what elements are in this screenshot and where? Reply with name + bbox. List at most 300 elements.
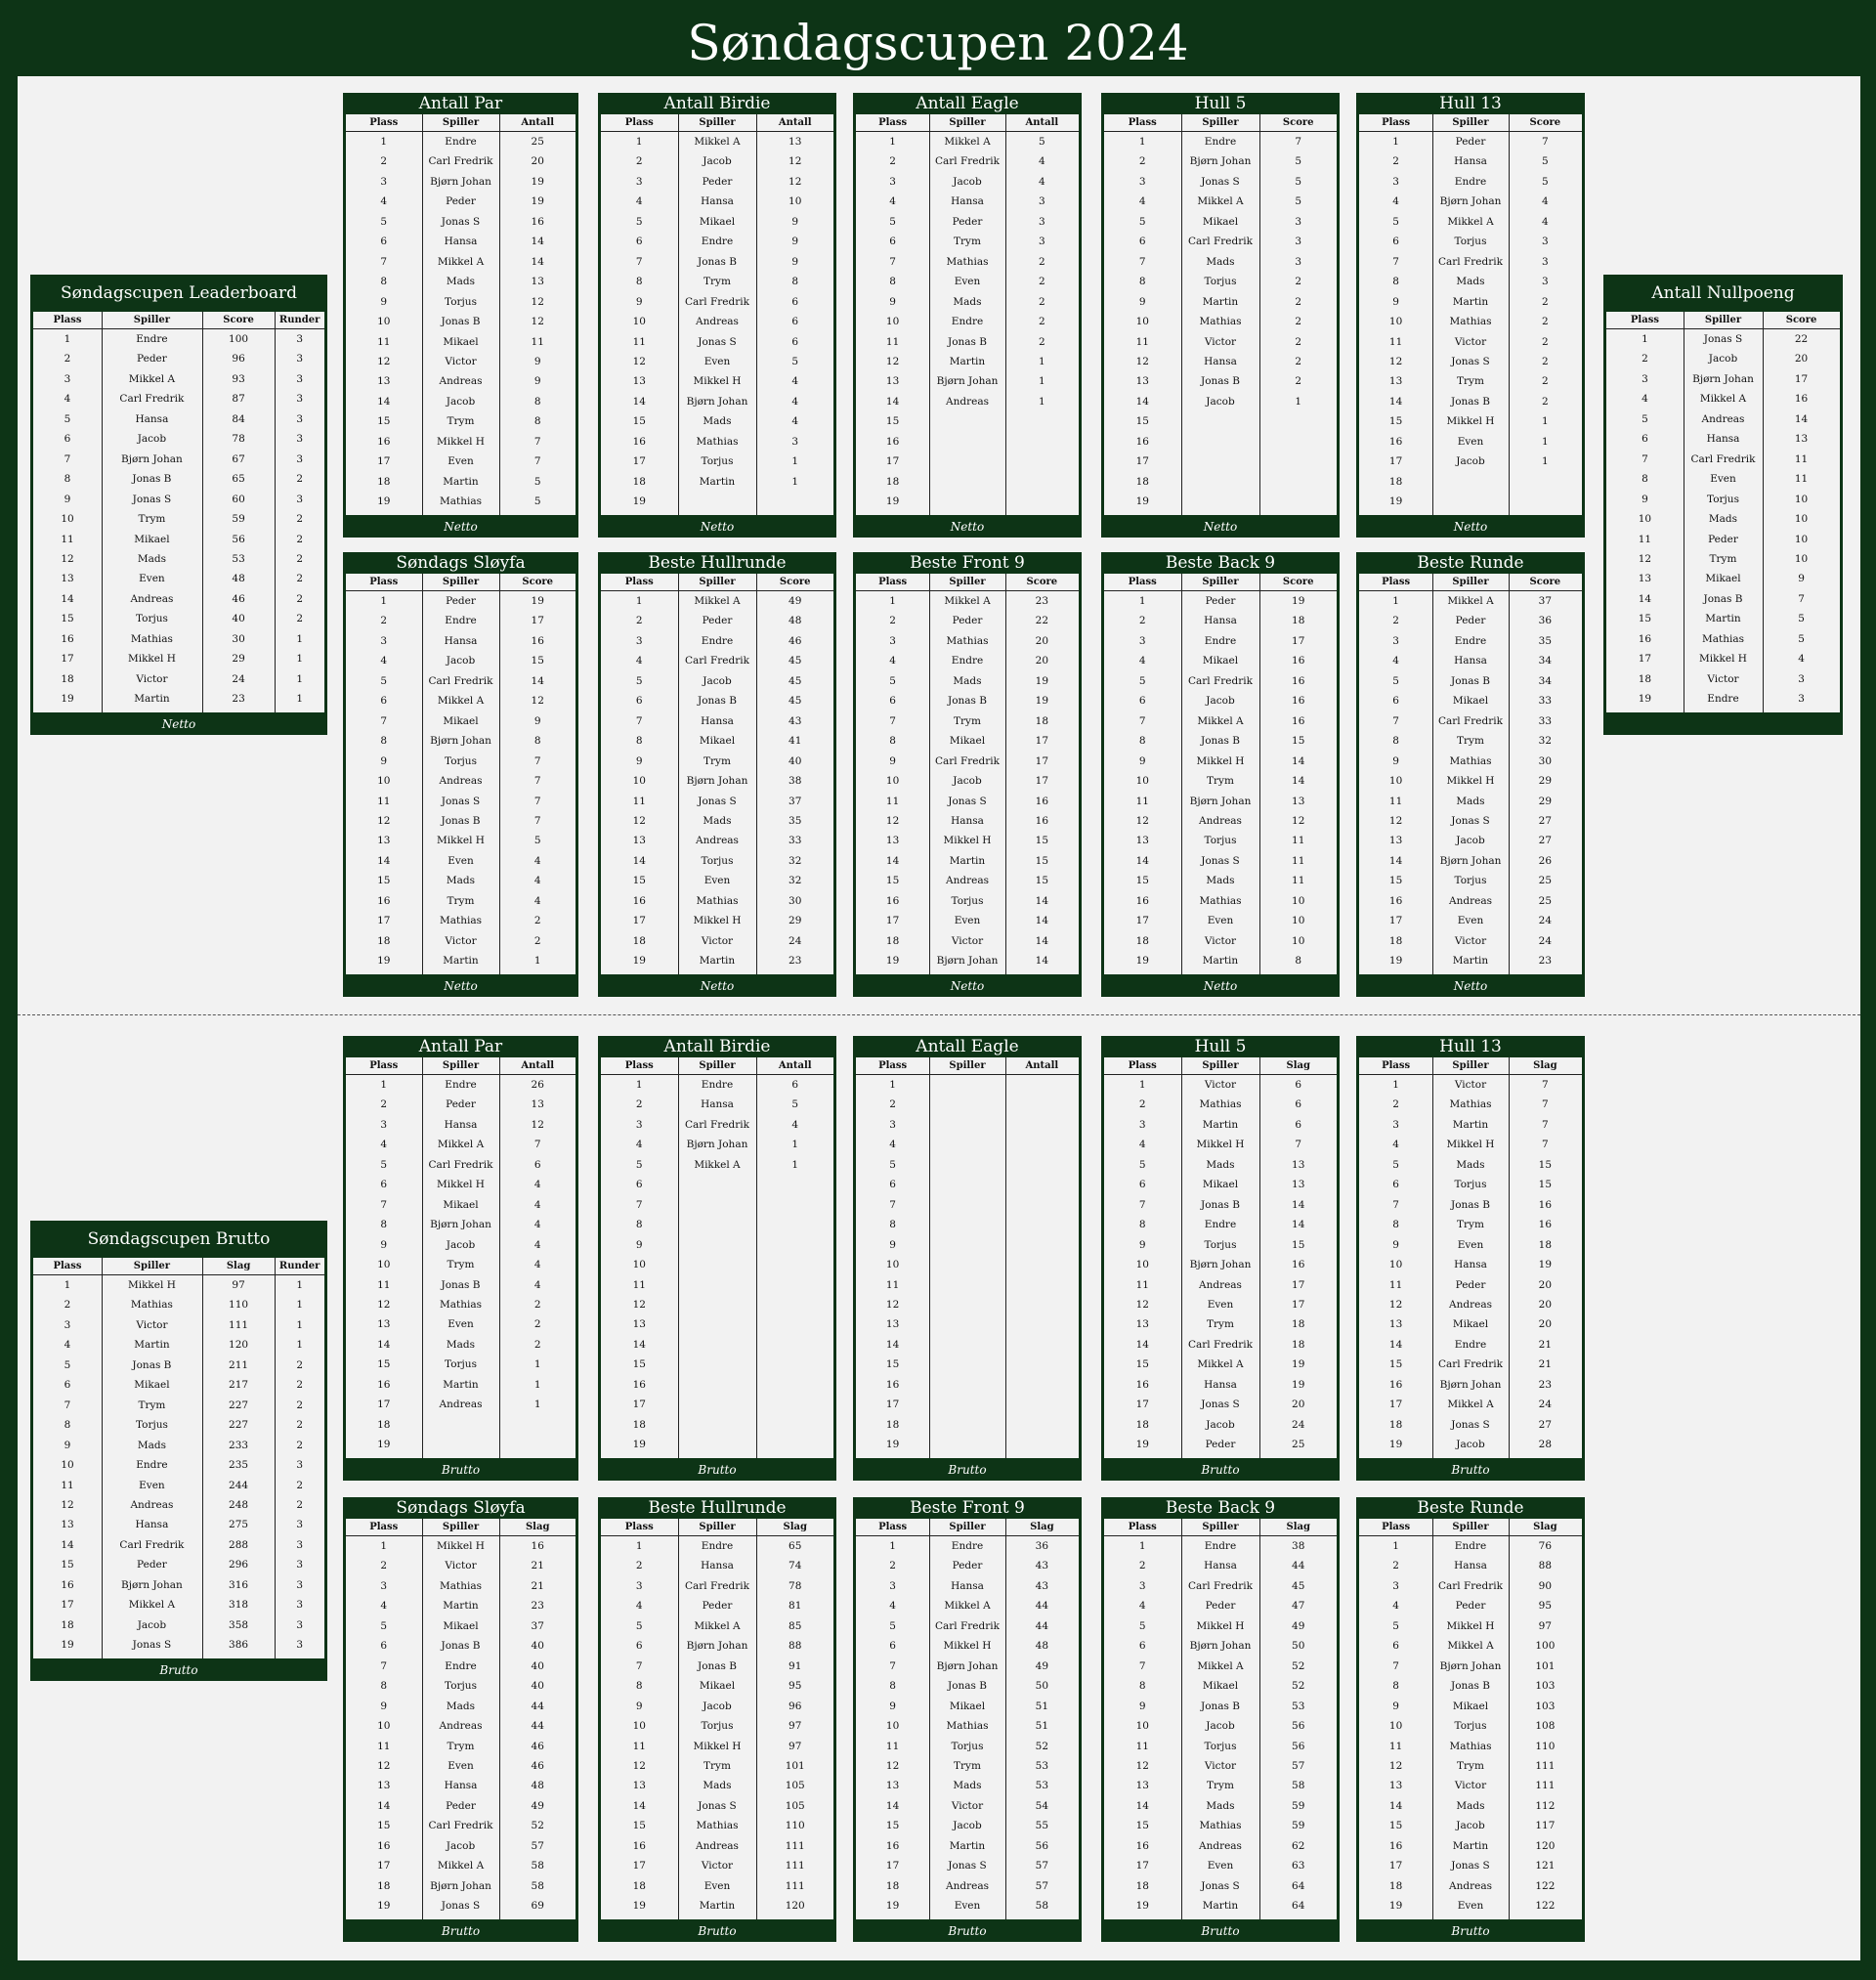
column-header: Plass xyxy=(878,1522,908,1532)
plass-cell: 8 xyxy=(380,735,388,748)
table-row xyxy=(601,1135,833,1154)
score-cell: 23 xyxy=(232,693,245,706)
table-row xyxy=(1104,1435,1337,1454)
table-brutto-birdie xyxy=(598,1036,836,1481)
plass-cell: 11 xyxy=(61,1479,74,1491)
plass-cell: 16 xyxy=(1388,1378,1403,1391)
plass-cell: 4 xyxy=(1392,195,1399,208)
spiller-cell: Mathias xyxy=(1449,754,1492,767)
table-row xyxy=(601,1657,833,1676)
score-cell: 9 xyxy=(533,375,541,388)
table-brutto-hullrunde xyxy=(598,1497,836,1942)
spiller-cell xyxy=(678,1235,757,1255)
table-row xyxy=(1104,1896,1337,1915)
table-row xyxy=(1359,1155,1582,1175)
table-row xyxy=(346,272,576,291)
score-cell: 100 xyxy=(1535,1640,1556,1653)
column-header: Antall xyxy=(778,117,812,128)
spiller-cell xyxy=(422,1415,500,1435)
table-row xyxy=(601,272,833,291)
table-row xyxy=(1359,352,1582,371)
score-cell: 57 xyxy=(531,1839,544,1852)
table-row xyxy=(601,631,833,651)
spiller-cell: Mikkel A xyxy=(437,1860,485,1872)
score-cell: 15 xyxy=(1538,1158,1553,1171)
score-cell: 37 xyxy=(789,795,802,807)
plass-cell: 6 xyxy=(64,1379,71,1392)
plass-cell: 4 xyxy=(1392,655,1399,667)
table-row xyxy=(601,252,833,272)
score-cell: 2 xyxy=(1039,316,1045,328)
score-cell: 1 xyxy=(791,455,799,468)
spiller-cell: Hansa xyxy=(1454,1560,1487,1572)
column-header: Spiller xyxy=(442,1522,480,1532)
spiller-cell: Peder xyxy=(952,215,983,228)
column-header: Spiller xyxy=(1452,577,1489,587)
score-cell: 5 xyxy=(1039,136,1045,148)
table-row xyxy=(1104,352,1337,371)
spiller-cell: Bjørn Johan xyxy=(936,955,999,968)
spiller-cell: Peder xyxy=(446,1799,476,1812)
plass-cell: 18 xyxy=(1638,672,1652,685)
spiller-cell: Mathias xyxy=(1199,1098,1242,1111)
plass-cell: 12 xyxy=(885,814,900,827)
score-cell: 60 xyxy=(232,493,245,505)
score-cell: 108 xyxy=(1535,1720,1556,1733)
spiller-cell: Jonas S xyxy=(1703,333,1743,345)
table-header xyxy=(1104,574,1337,591)
table-row xyxy=(856,1415,1079,1435)
score-cell: 21 xyxy=(1538,1338,1553,1351)
table-row xyxy=(1606,649,1840,668)
plass-cell: 15 xyxy=(1388,415,1403,428)
spiller-cell: Bjørn Johan xyxy=(430,1879,491,1892)
table-row xyxy=(601,452,833,471)
score-cell: 15 xyxy=(1035,875,1049,887)
score-cell: 90 xyxy=(1538,1579,1553,1592)
spiller-cell: Mads xyxy=(446,1338,476,1351)
table-row xyxy=(33,389,324,409)
table-row xyxy=(1359,1896,1582,1915)
score-cell: 40 xyxy=(531,1680,544,1693)
table-row xyxy=(33,1615,324,1635)
table-row xyxy=(601,371,833,391)
score-cell: 67 xyxy=(232,452,245,465)
table-row xyxy=(856,691,1079,710)
score-cell: 4 xyxy=(1039,155,1045,168)
plass-cell: 16 xyxy=(377,435,391,448)
plass-cell: 9 xyxy=(380,754,388,767)
score-cell: 6 xyxy=(533,1158,541,1171)
plass-cell: 9 xyxy=(1138,295,1146,308)
plass-cell: 6 xyxy=(1138,1179,1146,1191)
plass-cell: 4 xyxy=(1392,1139,1399,1151)
table-row xyxy=(346,1556,576,1575)
score-cell: 2 xyxy=(533,915,541,927)
spiller-cell: Mikael xyxy=(134,533,170,545)
table-row xyxy=(1104,1135,1337,1154)
column-header: Spiller xyxy=(699,577,736,587)
score-cell: 2 xyxy=(533,934,541,947)
score-cell: 5 xyxy=(1542,175,1549,188)
plass-cell: 2 xyxy=(635,1560,643,1572)
table-row xyxy=(1359,1796,1582,1816)
spiller-cell xyxy=(929,1395,1005,1414)
plass-cell: 18 xyxy=(377,475,391,488)
score-cell: 9 xyxy=(791,236,799,248)
spiller-cell: Bjørn Johan xyxy=(1439,854,1502,867)
plass-cell: 18 xyxy=(632,1418,646,1431)
table-title: Antall Eagle xyxy=(916,94,1019,113)
table-header xyxy=(33,312,324,329)
table-row xyxy=(1359,1697,1582,1716)
spiller-cell: Andreas xyxy=(130,1498,174,1511)
score-cell: 44 xyxy=(531,1700,544,1712)
table-header xyxy=(33,1258,324,1275)
score-cell: 53 xyxy=(1292,1700,1305,1712)
table-row xyxy=(1104,1415,1337,1435)
table-body xyxy=(856,1057,1079,1458)
plass-cell: 1 xyxy=(64,333,71,345)
score-cell: 21 xyxy=(531,1560,544,1572)
plass-cell: 1 xyxy=(1392,136,1399,148)
spiller-cell: Mikkel A xyxy=(1197,1358,1244,1371)
table-row xyxy=(856,1314,1079,1334)
plass-cell: 19 xyxy=(1638,693,1652,706)
spiller-cell: Mads xyxy=(1206,1158,1235,1171)
plass-cell: 16 xyxy=(632,1839,646,1852)
runder-cell: 3 xyxy=(296,353,303,366)
plass-cell: 8 xyxy=(380,1680,388,1693)
plass-cell: 9 xyxy=(889,295,896,308)
table-row xyxy=(856,411,1079,431)
spiller-cell: Mikael xyxy=(443,1198,479,1211)
score-cell: 88 xyxy=(789,1640,802,1653)
table-row xyxy=(1359,1737,1582,1756)
score-cell xyxy=(1005,1115,1079,1135)
spiller-cell: Carl Fredrik xyxy=(1690,452,1756,465)
spiller-cell: Trym xyxy=(704,1759,731,1772)
plass-cell: 13 xyxy=(1388,1780,1403,1792)
table-header xyxy=(1104,1519,1337,1536)
score-cell: 11 xyxy=(1794,473,1809,486)
plass-cell: 19 xyxy=(1135,955,1149,968)
score-cell: 30 xyxy=(789,894,802,907)
spiller-cell: Bjørn Johan xyxy=(1189,155,1252,168)
table-row xyxy=(1606,369,1840,389)
spiller-cell: Jonas S xyxy=(1201,175,1240,188)
table-row xyxy=(1359,811,1582,831)
plass-cell: 6 xyxy=(64,433,71,446)
plass-cell: 10 xyxy=(377,316,391,328)
spiller-cell: Peder xyxy=(1455,1600,1486,1613)
score-cell: 122 xyxy=(1535,1900,1556,1913)
score-cell: 13 xyxy=(531,1098,544,1111)
table-row xyxy=(601,1556,833,1575)
table-row xyxy=(1359,1355,1582,1374)
table-row xyxy=(1359,1295,1582,1314)
table-row xyxy=(1359,432,1582,452)
plass-cell: 18 xyxy=(61,1618,74,1631)
table-row xyxy=(346,1636,576,1656)
plass-cell: 7 xyxy=(1642,452,1648,465)
plass-cell: 16 xyxy=(61,632,74,645)
plass-cell: 3 xyxy=(380,175,388,188)
spiller-cell: Trym xyxy=(1457,1219,1484,1231)
score-cell: 3 xyxy=(791,435,799,448)
table-row xyxy=(1104,591,1337,611)
plass-cell: 18 xyxy=(632,1879,646,1892)
score-cell: 7 xyxy=(533,455,541,468)
column-header: Spiller xyxy=(442,117,480,128)
spiller-cell: Jonas B xyxy=(1450,1680,1490,1693)
table-row xyxy=(346,1576,576,1596)
spiller-cell: Peder xyxy=(1455,1278,1486,1291)
table-row xyxy=(856,1636,1079,1656)
spiller-cell: Torjus xyxy=(1454,236,1487,248)
table-row xyxy=(856,891,1079,911)
table-row xyxy=(1359,891,1582,911)
table-row xyxy=(856,651,1079,670)
table-row xyxy=(346,1255,576,1274)
spiller-cell: Andreas xyxy=(439,375,483,388)
spiller-cell: Mikkel H xyxy=(437,435,485,448)
score-cell: 244 xyxy=(229,1479,249,1491)
score-cell: 120 xyxy=(785,1900,805,1913)
spiller-cell: Jonas B xyxy=(1450,1198,1490,1211)
plass-cell: 3 xyxy=(1392,1118,1399,1131)
table-row xyxy=(1359,1415,1582,1435)
plass-cell: 11 xyxy=(1388,1740,1403,1752)
spiller-cell xyxy=(929,1314,1005,1334)
table-row xyxy=(346,1135,576,1154)
spiller-cell: Jonas B xyxy=(1200,1700,1240,1712)
plass-cell: 14 xyxy=(885,395,900,408)
plass-cell: 17 xyxy=(632,1860,646,1872)
spiller-cell: Trym xyxy=(138,513,166,526)
score-cell: 101 xyxy=(1535,1659,1556,1672)
score-cell: 111 xyxy=(785,1860,805,1872)
spiller-cell: Jonas S xyxy=(698,335,737,348)
spiller-cell: Mikkel H xyxy=(437,835,485,847)
plass-cell: 9 xyxy=(1392,1700,1399,1712)
column-header: Antall xyxy=(1025,117,1059,128)
score-cell: 111 xyxy=(785,1879,805,1892)
spiller-cell: Endre xyxy=(701,236,734,248)
column-header: Spiller xyxy=(1202,577,1239,587)
plass-cell: 13 xyxy=(632,1318,646,1331)
score-cell: 11 xyxy=(1292,835,1305,847)
spiller-cell: Jacob xyxy=(953,1820,982,1832)
spiller-cell: Bjørn Johan xyxy=(430,1219,491,1231)
table-row xyxy=(33,509,324,529)
runder-cell: 3 xyxy=(296,333,303,345)
table-row xyxy=(1104,392,1337,411)
spiller-cell xyxy=(678,1275,757,1295)
spiller-cell: Mathias xyxy=(439,1298,482,1311)
score-cell xyxy=(756,1415,833,1435)
plass-cell: 12 xyxy=(61,552,74,565)
spiller-cell: Even xyxy=(954,915,981,927)
spiller-cell: Martin xyxy=(1705,613,1741,625)
table-footer: Brutto xyxy=(698,1462,737,1477)
spiller-cell: Jacob xyxy=(137,433,167,446)
spiller-cell: Even xyxy=(704,355,731,367)
score-cell: 4 xyxy=(791,395,799,408)
plass-cell: 17 xyxy=(377,1860,391,1872)
plass-cell: 15 xyxy=(632,415,646,428)
score-cell: 13 xyxy=(1292,1179,1305,1191)
score-cell: 53 xyxy=(1035,1759,1049,1772)
table-row xyxy=(346,951,576,970)
score-cell: 85 xyxy=(789,1619,802,1632)
plass-cell: 11 xyxy=(1135,795,1149,807)
plass-cell: 1 xyxy=(64,1279,71,1291)
table-row xyxy=(856,1856,1079,1875)
plass-cell: 15 xyxy=(885,1358,900,1371)
score-cell: 1 xyxy=(533,955,541,968)
score-cell: 296 xyxy=(229,1559,249,1571)
runder-cell: 2 xyxy=(296,1498,303,1511)
score-cell: 7 xyxy=(533,1139,541,1151)
score-cell: 40 xyxy=(789,754,802,767)
plass-cell: 8 xyxy=(635,735,643,748)
score-cell: 24 xyxy=(1538,1399,1553,1411)
spiller-cell: Carl Fredrik xyxy=(119,1538,185,1551)
table-footer: Brutto xyxy=(159,1662,198,1677)
plass-cell: 10 xyxy=(632,1720,646,1733)
plass-cell: 18 xyxy=(632,475,646,488)
plass-cell: 2 xyxy=(889,1560,896,1572)
score-cell: 78 xyxy=(232,433,245,446)
spiller-cell: Peder xyxy=(446,1098,476,1111)
table-row xyxy=(601,1175,833,1194)
column-header: Plass xyxy=(1382,1522,1411,1532)
table-row xyxy=(346,192,576,211)
spiller-cell: Jonas S xyxy=(948,1860,987,1872)
plass-cell: 1 xyxy=(889,1079,896,1091)
score-cell: 1 xyxy=(791,1139,799,1151)
score-cell xyxy=(756,1215,833,1234)
table-row xyxy=(601,1697,833,1716)
table-row xyxy=(856,1576,1079,1596)
spiller-cell: Andreas xyxy=(946,1879,989,1892)
score-cell: 40 xyxy=(531,1640,544,1653)
spiller-cell: Endre xyxy=(1454,175,1487,188)
plass-cell: 9 xyxy=(64,493,71,505)
spiller-cell: Mads xyxy=(1708,513,1738,526)
table-brutto-back9 xyxy=(1101,1497,1340,1942)
score-cell: 56 xyxy=(1292,1740,1305,1752)
plass-cell: 11 xyxy=(377,1740,391,1752)
table-row xyxy=(33,1515,324,1534)
score-cell xyxy=(1259,432,1337,452)
plass-cell: 5 xyxy=(380,1158,388,1171)
table-row xyxy=(601,1636,833,1656)
table-leaderboard xyxy=(30,275,327,735)
table-row xyxy=(33,589,324,609)
spiller-cell: Torjus xyxy=(1454,875,1487,887)
table-row xyxy=(346,671,576,691)
table-row xyxy=(1606,689,1840,709)
spiller-cell: Carl Fredrik xyxy=(119,393,185,406)
plass-cell: 1 xyxy=(635,1079,643,1091)
plass-cell: 6 xyxy=(380,236,388,248)
table-row xyxy=(346,1896,576,1915)
score-cell: 32 xyxy=(789,854,802,867)
plass-cell: 11 xyxy=(377,795,391,807)
plass-cell: 10 xyxy=(885,1720,900,1733)
score-cell: 8 xyxy=(533,415,541,428)
plass-cell: 7 xyxy=(380,1659,388,1672)
table-footer: Netto xyxy=(444,978,478,993)
table-row xyxy=(1104,1195,1337,1215)
plass-cell: 14 xyxy=(61,1538,74,1551)
table-row xyxy=(1359,911,1582,930)
table-row xyxy=(856,1235,1079,1255)
score-cell xyxy=(756,1255,833,1274)
table-title: Beste Front 9 xyxy=(910,1498,1025,1518)
plass-cell: 16 xyxy=(1388,435,1403,448)
plass-cell: 16 xyxy=(1135,894,1149,907)
plass-cell: 4 xyxy=(1138,1600,1146,1613)
spiller-cell: Torjus xyxy=(701,854,734,867)
plass-cell: 12 xyxy=(885,1298,900,1311)
score-cell: 105 xyxy=(785,1780,805,1792)
spiller-cell: Carl Fredrik xyxy=(1437,255,1503,268)
spiller-cell xyxy=(929,1235,1005,1255)
table-row xyxy=(1359,1235,1582,1255)
table-row xyxy=(1104,631,1337,651)
column-header: Spiller xyxy=(1202,1522,1239,1532)
score-cell: 45 xyxy=(789,674,802,687)
score-cell: 32 xyxy=(789,875,802,887)
spiller-cell: Carl Fredrik xyxy=(934,754,1000,767)
plass-cell: 3 xyxy=(889,1579,896,1592)
table-row xyxy=(856,771,1079,791)
table-brutto-eagle xyxy=(853,1036,1082,1481)
score-cell xyxy=(1259,411,1337,431)
score-cell: 7 xyxy=(1542,136,1549,148)
score-cell xyxy=(756,1375,833,1395)
table-row xyxy=(1359,1716,1582,1736)
plass-cell: 17 xyxy=(1135,455,1149,468)
table-row xyxy=(33,490,324,509)
plass-cell: 5 xyxy=(1642,412,1648,425)
plass-cell: 7 xyxy=(889,255,896,268)
spiller-cell: Jonas S xyxy=(441,1900,481,1913)
score-cell: 16 xyxy=(1794,393,1809,406)
plass-cell: 7 xyxy=(64,1399,71,1411)
plass-cell: 10 xyxy=(885,316,900,328)
plass-cell: 9 xyxy=(635,295,643,308)
table-row xyxy=(1104,752,1337,771)
score-cell xyxy=(1509,472,1582,492)
spiller-cell xyxy=(929,1435,1005,1454)
score-cell: 24 xyxy=(232,672,245,685)
spiller-cell: Victor xyxy=(951,934,984,947)
spiller-cell: Carl Fredrik xyxy=(934,1619,1000,1632)
spiller-cell: Even xyxy=(139,573,165,585)
score-cell: 54 xyxy=(1035,1799,1049,1812)
score-cell: 7 xyxy=(533,795,541,807)
column-header: Spiller xyxy=(949,577,986,587)
table-row xyxy=(856,731,1079,751)
score-cell: 33 xyxy=(789,835,802,847)
table-row xyxy=(33,1335,324,1355)
spiller-cell: Mathias xyxy=(439,915,482,927)
score-cell xyxy=(1005,1235,1079,1255)
